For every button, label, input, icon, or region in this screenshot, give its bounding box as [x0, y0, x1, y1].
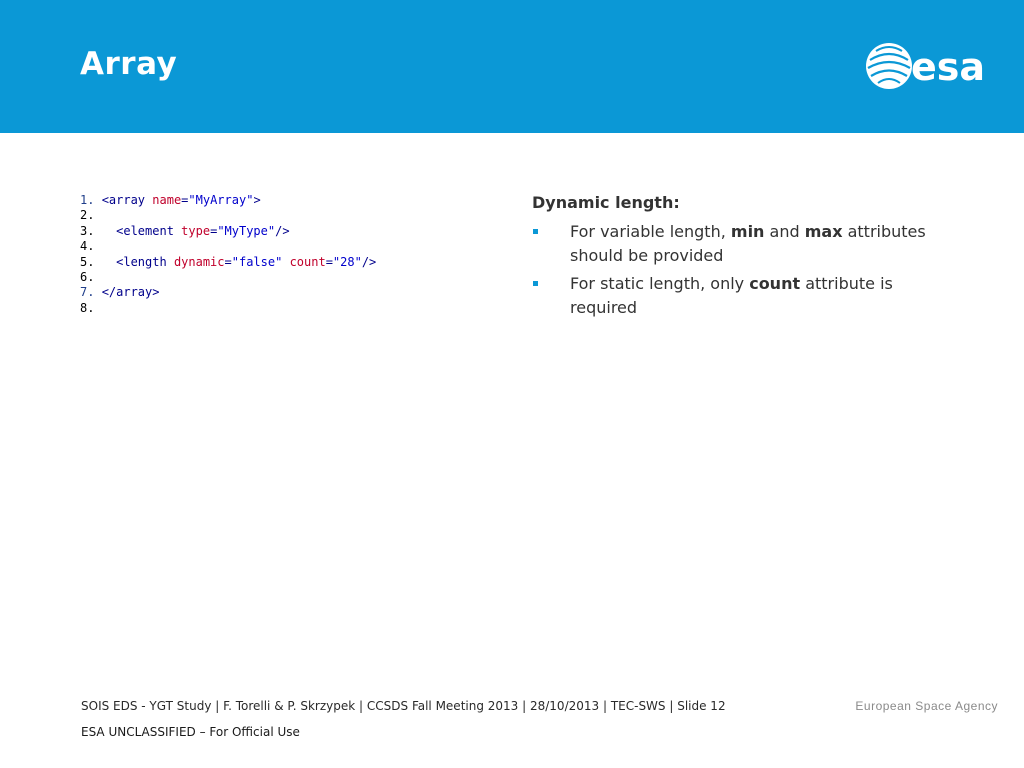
- esa-logo-icon: [862, 38, 1002, 94]
- content-panel: [532, 193, 952, 324]
- code-token: />: [275, 223, 290, 238]
- code-line: [80, 285, 376, 300]
- bullet-text: attribute is required: [570, 274, 893, 317]
- line-number: 1.: [80, 193, 102, 207]
- line-number: 2.: [80, 208, 102, 223]
- section-heading: Dynamic length:: [532, 193, 680, 212]
- code-token: [282, 255, 289, 269]
- line-number: 7.: [80, 285, 102, 300]
- code-token: =: [325, 254, 333, 269]
- code-token: type: [181, 223, 211, 238]
- classification-label: ESA UNCLASSIFIED – For Official Use: [81, 725, 300, 739]
- bullet-square-icon: [533, 229, 538, 234]
- code-token: <element: [101, 223, 182, 238]
- code-token: count: [289, 254, 326, 269]
- footer-text: SOIS EDS - YGT Study | F. Torelli & P. Skrzypek | CCSDS Fall Meeting 2013 | 28/10/2013 | TEC-SWS | Slide 12: [81, 699, 726, 713]
- code-token: "MyArray": [188, 193, 254, 207]
- esa-logo-text: esa: [911, 45, 986, 89]
- line-number: 8.: [80, 300, 102, 315]
- bullet-item: [532, 272, 952, 320]
- code-line: [80, 193, 376, 208]
- code-token: dynamic: [173, 254, 225, 269]
- code-token: name: [152, 193, 182, 207]
- code-token: "MyType": [217, 223, 276, 238]
- agency-label: European Space Agency: [855, 699, 998, 713]
- code-token: =: [181, 193, 189, 207]
- code-token: "28": [332, 254, 362, 269]
- header-banner: [0, 0, 1024, 133]
- bullet-text: For variable length,: [570, 222, 731, 241]
- code-line: [80, 224, 376, 239]
- bullet-item: [532, 220, 952, 268]
- slide-title: Array: [80, 46, 178, 82]
- code-token: "false": [231, 254, 283, 269]
- bullet-text: For static length, only: [570, 274, 750, 293]
- bullet-list: [532, 220, 952, 320]
- code-block: [80, 193, 376, 316]
- code-token: />: [361, 254, 377, 269]
- line-number: 5.: [80, 254, 102, 269]
- bullet-text: and: [764, 222, 805, 241]
- bold-keyword: min: [730, 222, 765, 241]
- line-number: 6.: [80, 269, 102, 284]
- code-line: [80, 208, 376, 223]
- bullet-text: attributes should be provided: [570, 222, 926, 265]
- code-line: [80, 270, 376, 285]
- code-token: </array>: [101, 285, 160, 300]
- code-line: [80, 255, 376, 270]
- bullet-square-icon: [533, 281, 538, 286]
- code-token: <array: [101, 193, 153, 207]
- code-token: =: [210, 223, 218, 238]
- code-token: =: [224, 254, 232, 269]
- code-line: [80, 239, 376, 254]
- line-number: 3.: [80, 223, 102, 238]
- bold-keyword: count: [749, 274, 801, 293]
- code-token: >: [253, 193, 261, 207]
- line-number: 4.: [80, 239, 102, 254]
- bold-keyword: max: [804, 222, 843, 241]
- code-line: [80, 301, 376, 316]
- code-token: <length: [101, 254, 174, 269]
